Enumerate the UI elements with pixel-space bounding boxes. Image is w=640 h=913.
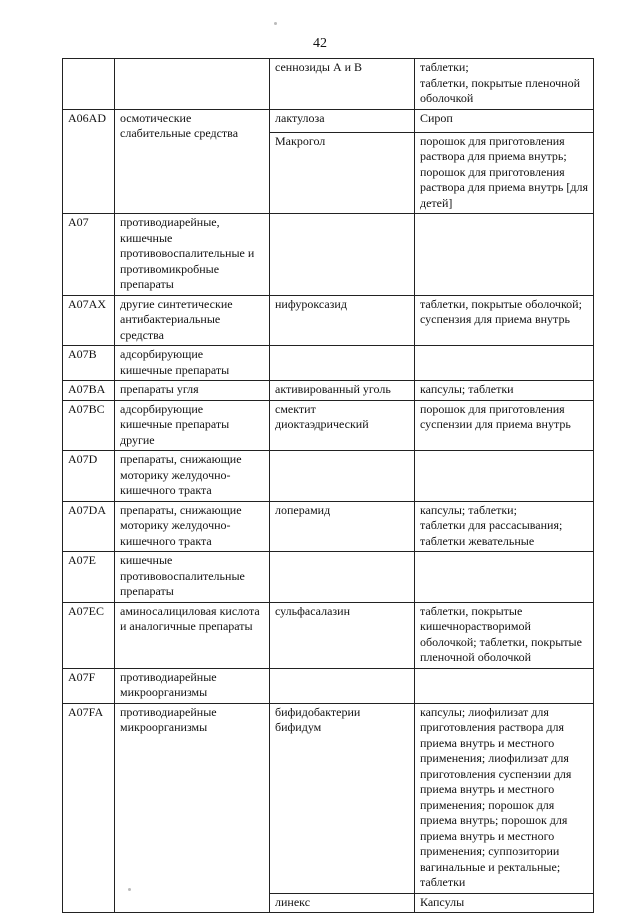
cell-drug: бифидобактерии бифидум	[270, 703, 415, 893]
cell-form: таблетки, покрытые кишечнорастворимой оболочкой; таблетки, покрытые пленочной оболочкой	[415, 602, 594, 668]
cell-drug: смектит диоктаэдрический	[270, 400, 415, 451]
cell-drug	[270, 346, 415, 381]
cell-drug	[270, 451, 415, 502]
cell-form: капсулы; таблетки; таблетки для рассасывания; таблетки жевательные	[415, 501, 594, 552]
cell-code: A07BA	[63, 381, 115, 401]
cell-drug: сульфасалазин	[270, 602, 415, 668]
cell-group: противодиарейные, кишечные противовоспалительные и противомикробные препараты	[115, 214, 270, 296]
cell-group: препараты, снижающие моторику желудочно-кишечного тракта	[115, 501, 270, 552]
cell-form	[415, 346, 594, 381]
cell-form	[415, 451, 594, 502]
table-row	[63, 346, 594, 381]
cell-code: A07BC	[63, 400, 115, 451]
cell-drug: лактулоза	[270, 109, 415, 132]
cell-form: капсулы; лиофилизат для приготовления раствора для приема внутрь и местного применения; лиофилизат для приготовления суспензии для приема внутрь и местного применения; порошок для приема внутрь; порошок для приема внутрь и местного применения; суппозитории вагинальные и ректальные; таблетки	[415, 703, 594, 893]
table-row	[63, 400, 594, 451]
cell-code: A07B	[63, 346, 115, 381]
table-row	[63, 59, 594, 110]
cell-group: осмотические слабительные средства	[115, 109, 270, 214]
cell-drug: лоперамид	[270, 501, 415, 552]
cell-drug	[270, 668, 415, 703]
cell-form: таблетки; таблетки, покрытые пленочной оболочкой	[415, 59, 594, 110]
table-row	[63, 381, 594, 401]
cell-code: A07F	[63, 668, 115, 703]
cell-drug: нифуроксазид	[270, 295, 415, 346]
cell-form	[415, 214, 594, 296]
table-row	[63, 214, 594, 296]
cell-group	[115, 59, 270, 110]
page-number: 42	[313, 36, 327, 51]
cell-drug: Макрогол	[270, 132, 415, 214]
cell-group: кишечные противовоспалительные препараты	[115, 552, 270, 603]
cell-group: адсорбирующие кишечные препараты	[115, 346, 270, 381]
table-row	[63, 602, 594, 668]
cell-code: A07	[63, 214, 115, 296]
scan-speck	[128, 888, 131, 891]
table-row	[63, 295, 594, 346]
table-row	[63, 552, 594, 603]
cell-code: A07FA	[63, 703, 115, 913]
cell-form: Капсулы	[415, 893, 594, 913]
table-row	[63, 109, 594, 132]
cell-form: таблетки, покрытые оболочкой; суспензия для приема внутрь	[415, 295, 594, 346]
cell-code: A07EC	[63, 602, 115, 668]
cell-drug: сеннозиды А и В	[270, 59, 415, 110]
cell-form	[415, 668, 594, 703]
table-row	[63, 703, 594, 893]
cell-form: Сироп	[415, 109, 594, 132]
cell-drug: линекс	[270, 893, 415, 913]
table-row	[63, 668, 594, 703]
cell-code: A07AX	[63, 295, 115, 346]
cell-group: препараты угля	[115, 381, 270, 401]
drug-classification-table	[62, 58, 594, 913]
cell-code: A07D	[63, 451, 115, 502]
cell-code: A07E	[63, 552, 115, 603]
cell-form	[415, 552, 594, 603]
cell-form: порошок для приготовления суспензии для приема внутрь	[415, 400, 594, 451]
cell-code	[63, 59, 115, 110]
cell-code: A07DA	[63, 501, 115, 552]
cell-group: препараты, снижающие моторику желудочно-кишечного тракта	[115, 451, 270, 502]
cell-form: порошок для приготовления раствора для приема внутрь; порошок для приготовления раствора для приема внутрь [для детей]	[415, 132, 594, 214]
cell-group: аминосалициловая кислота и аналогичные препараты	[115, 602, 270, 668]
cell-form: капсулы; таблетки	[415, 381, 594, 401]
cell-code: A06AD	[63, 109, 115, 214]
cell-drug: активированный уголь	[270, 381, 415, 401]
cell-drug	[270, 552, 415, 603]
cell-group: другие синтетические антибактериальные средства	[115, 295, 270, 346]
cell-group: адсорбирующие кишечные препараты другие	[115, 400, 270, 451]
table-row	[63, 451, 594, 502]
cell-group: противодиарейные микроорганизмы	[115, 668, 270, 703]
table-row	[63, 501, 594, 552]
cell-group: противодиарейные микроорганизмы	[115, 703, 270, 913]
scan-speck	[274, 22, 277, 25]
cell-drug	[270, 214, 415, 296]
